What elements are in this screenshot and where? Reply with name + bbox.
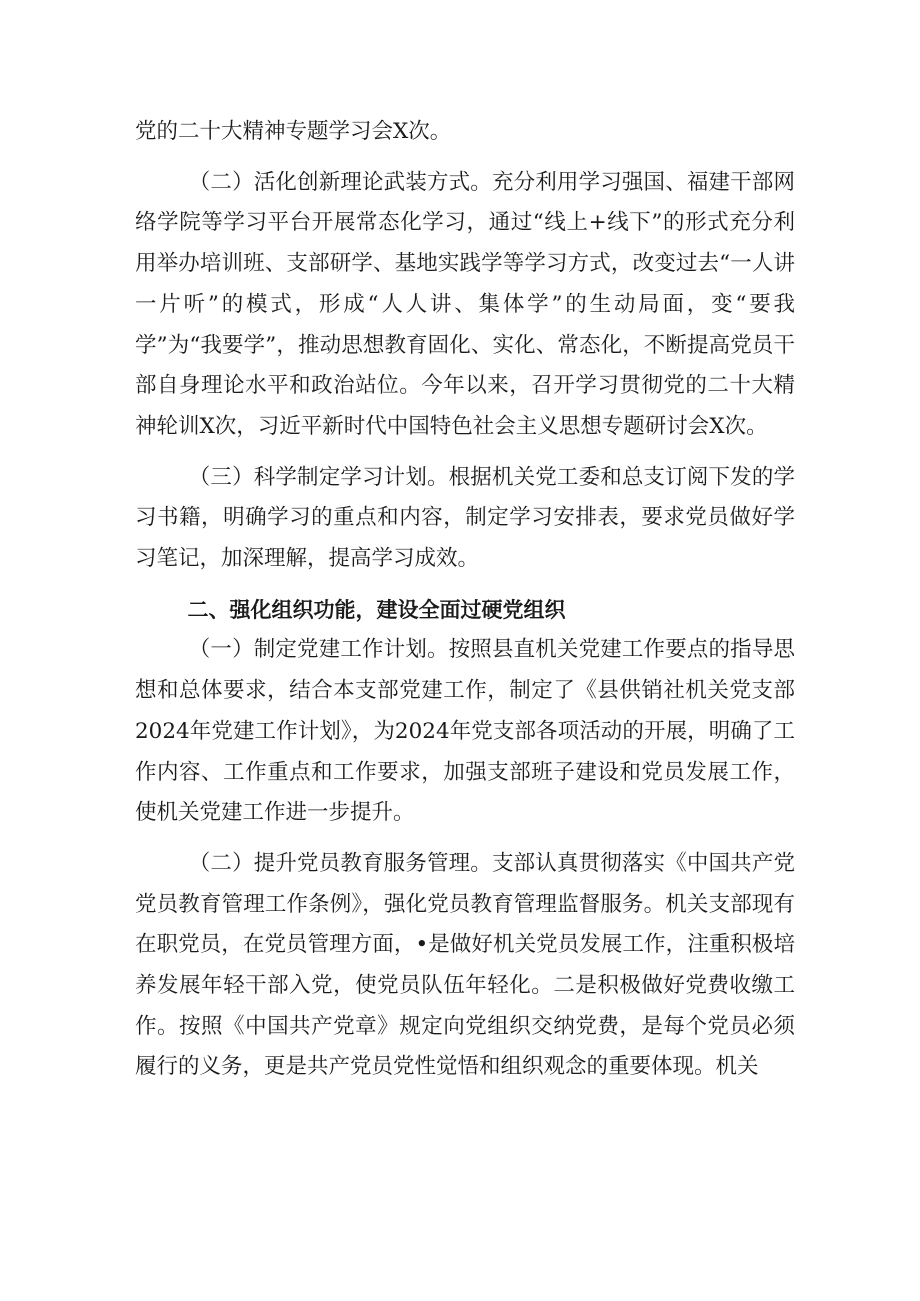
paragraph-party-work-plan: （一）制定党建工作计划。按照县直机关党建工作要点的指导思想和总体要求，结合本支部党建工作，制定了《县供销社机关党支部2024年党建工作计划》，为2024年党支部各项活动的开展，明确了工作内容、工作重点和工作要求，加强支部班子建设和党员发展工作，使机关党建工作进一步提升。 [135,637,795,826]
paragraph-continuation: 党的二十大精神专题学习会X次。 [135,119,452,144]
paragraph-activate-theory: （二）活化创新理论武装方式。充分利用学习强国、福建干部网络学院等学习平台开展常态化学习，通过“线上+线下”的形式充分利用举办培训班、支部研学、基地实践学等学习方式，改变过去“一人讲一片听”的模式，形成“人人讲、集体学”的生动局面，变“要我学”为“我要学”，推动思想教育固化、实化、常态化，不断提高党员干部自身理论水平和政治站位。今年以来，召开学习贯彻党的二十大精神轮训X次，习近平新时代中国特色社会主义思想专题研讨会X次。 [135,169,795,439]
paragraph-member-education: （二）提升党员教育服务管理。支部认真贯彻落实《中国共产党党员教育管理工作条例》，强化党员教育管理监督服务。机关支部现有在职党员，在党员管理方面，•是做好机关党员发展工作，注重积极培养发展年轻干部入党，使党员队伍年轻化。二是积极做好党费收缴工作。按照《中国共产党章》规定向党组织交纳党费，是每个党员必须履行的义务，更是共产党员党性觉悟和组织观念的重要体现。机关 [135,850,795,1080]
document-body [135,112,795,1098]
paragraph-study-plan: （三）科学制定学习计划。根据机关党工委和总支订阅下发的学习书籍，明确学习的重点和内容，制定学习安排表，要求党员做好学习笔记，加深理解，提高学习成效。 [135,464,795,572]
section-heading: 二、强化组织功能，建设全面过硬党组织 [187,597,566,622]
